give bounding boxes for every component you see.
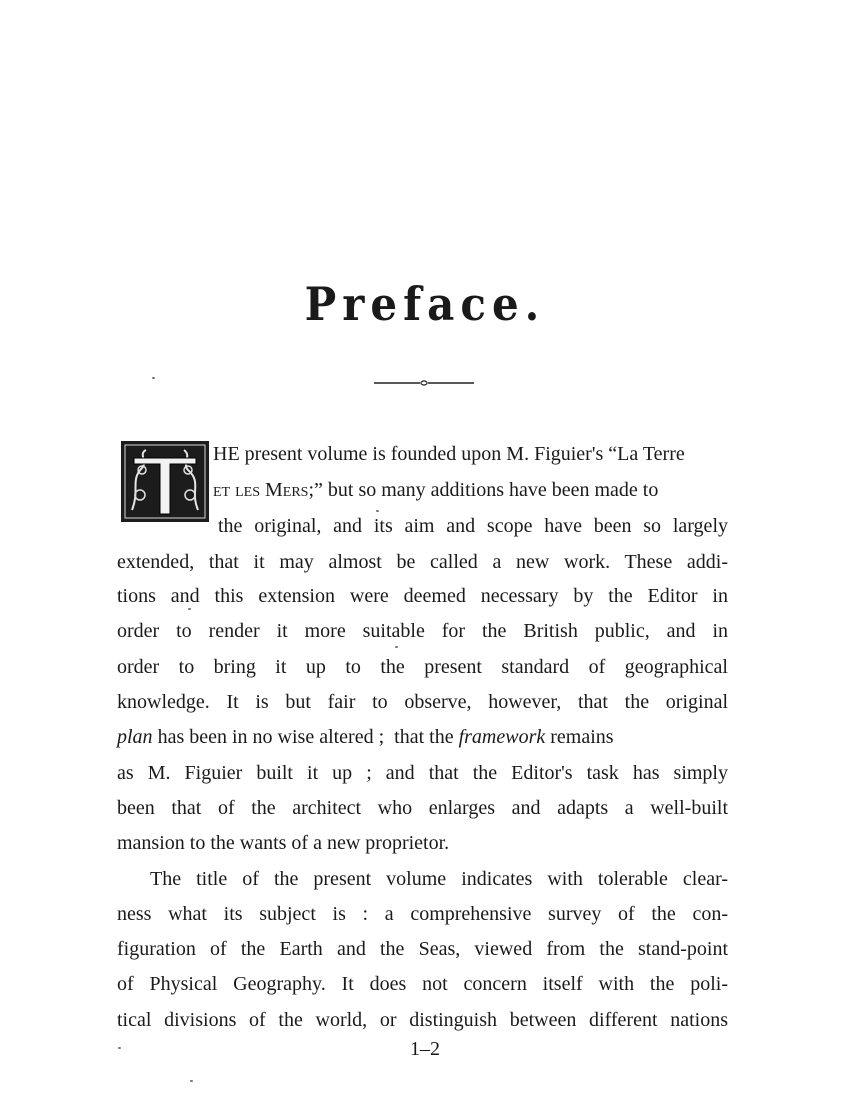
- page-title: Preface.: [304, 278, 546, 331]
- decorated-initial-icon: [120, 440, 210, 523]
- text-line: ness what its subject is : a comprehensive survey of the con-: [117, 903, 728, 925]
- text-line: as M. Figuier built it up ; and that the Editor's task has simply: [117, 762, 728, 784]
- text-line: et les Mers;” but so many additions have been made to: [213, 479, 659, 501]
- print-speck: [395, 646, 398, 648]
- text-line: of Physical Geography. It does not concern itself with the poli-: [117, 973, 728, 995]
- print-speck: [188, 608, 191, 610]
- text-line: extended, that it may almost be called a new work. These addi-: [117, 551, 728, 573]
- text-line: order to bring it up to the present standard of geographical: [117, 656, 728, 678]
- text-line: tions and this extension were deemed necessary by the Editor in: [117, 585, 728, 607]
- ornamental-rule: [374, 372, 474, 392]
- text-line: order to render it more suitable for the British public, and in: [117, 620, 728, 642]
- text-line: figuration of the Earth and the Seas, viewed from the stand-point: [117, 938, 728, 960]
- signature-mark: 1–2: [410, 1038, 440, 1060]
- print-speck: [190, 1080, 193, 1082]
- print-speck: [118, 1047, 121, 1049]
- text-line: been that of the architect who enlarges and adapts a well-built: [117, 797, 728, 819]
- text-line: knowledge. It is but fair to observe, however, that the original: [117, 691, 728, 713]
- print-speck: [376, 510, 379, 512]
- text-line: mansion to the wants of a new proprietor.: [117, 832, 450, 854]
- text-line: The title of the present volume indicates with tolerable clear-: [150, 868, 728, 890]
- print-speck: [152, 377, 155, 379]
- text-line: tical divisions of the world, or distinguish between different nations: [117, 1009, 728, 1031]
- text-line: HE present volume is founded upon M. Figuier's “La Terre: [213, 443, 685, 465]
- text-line: the original, and its aim and scope have been so largely: [218, 515, 728, 537]
- text-line: plan has been in no wise altered ; that the framework remains: [117, 726, 614, 748]
